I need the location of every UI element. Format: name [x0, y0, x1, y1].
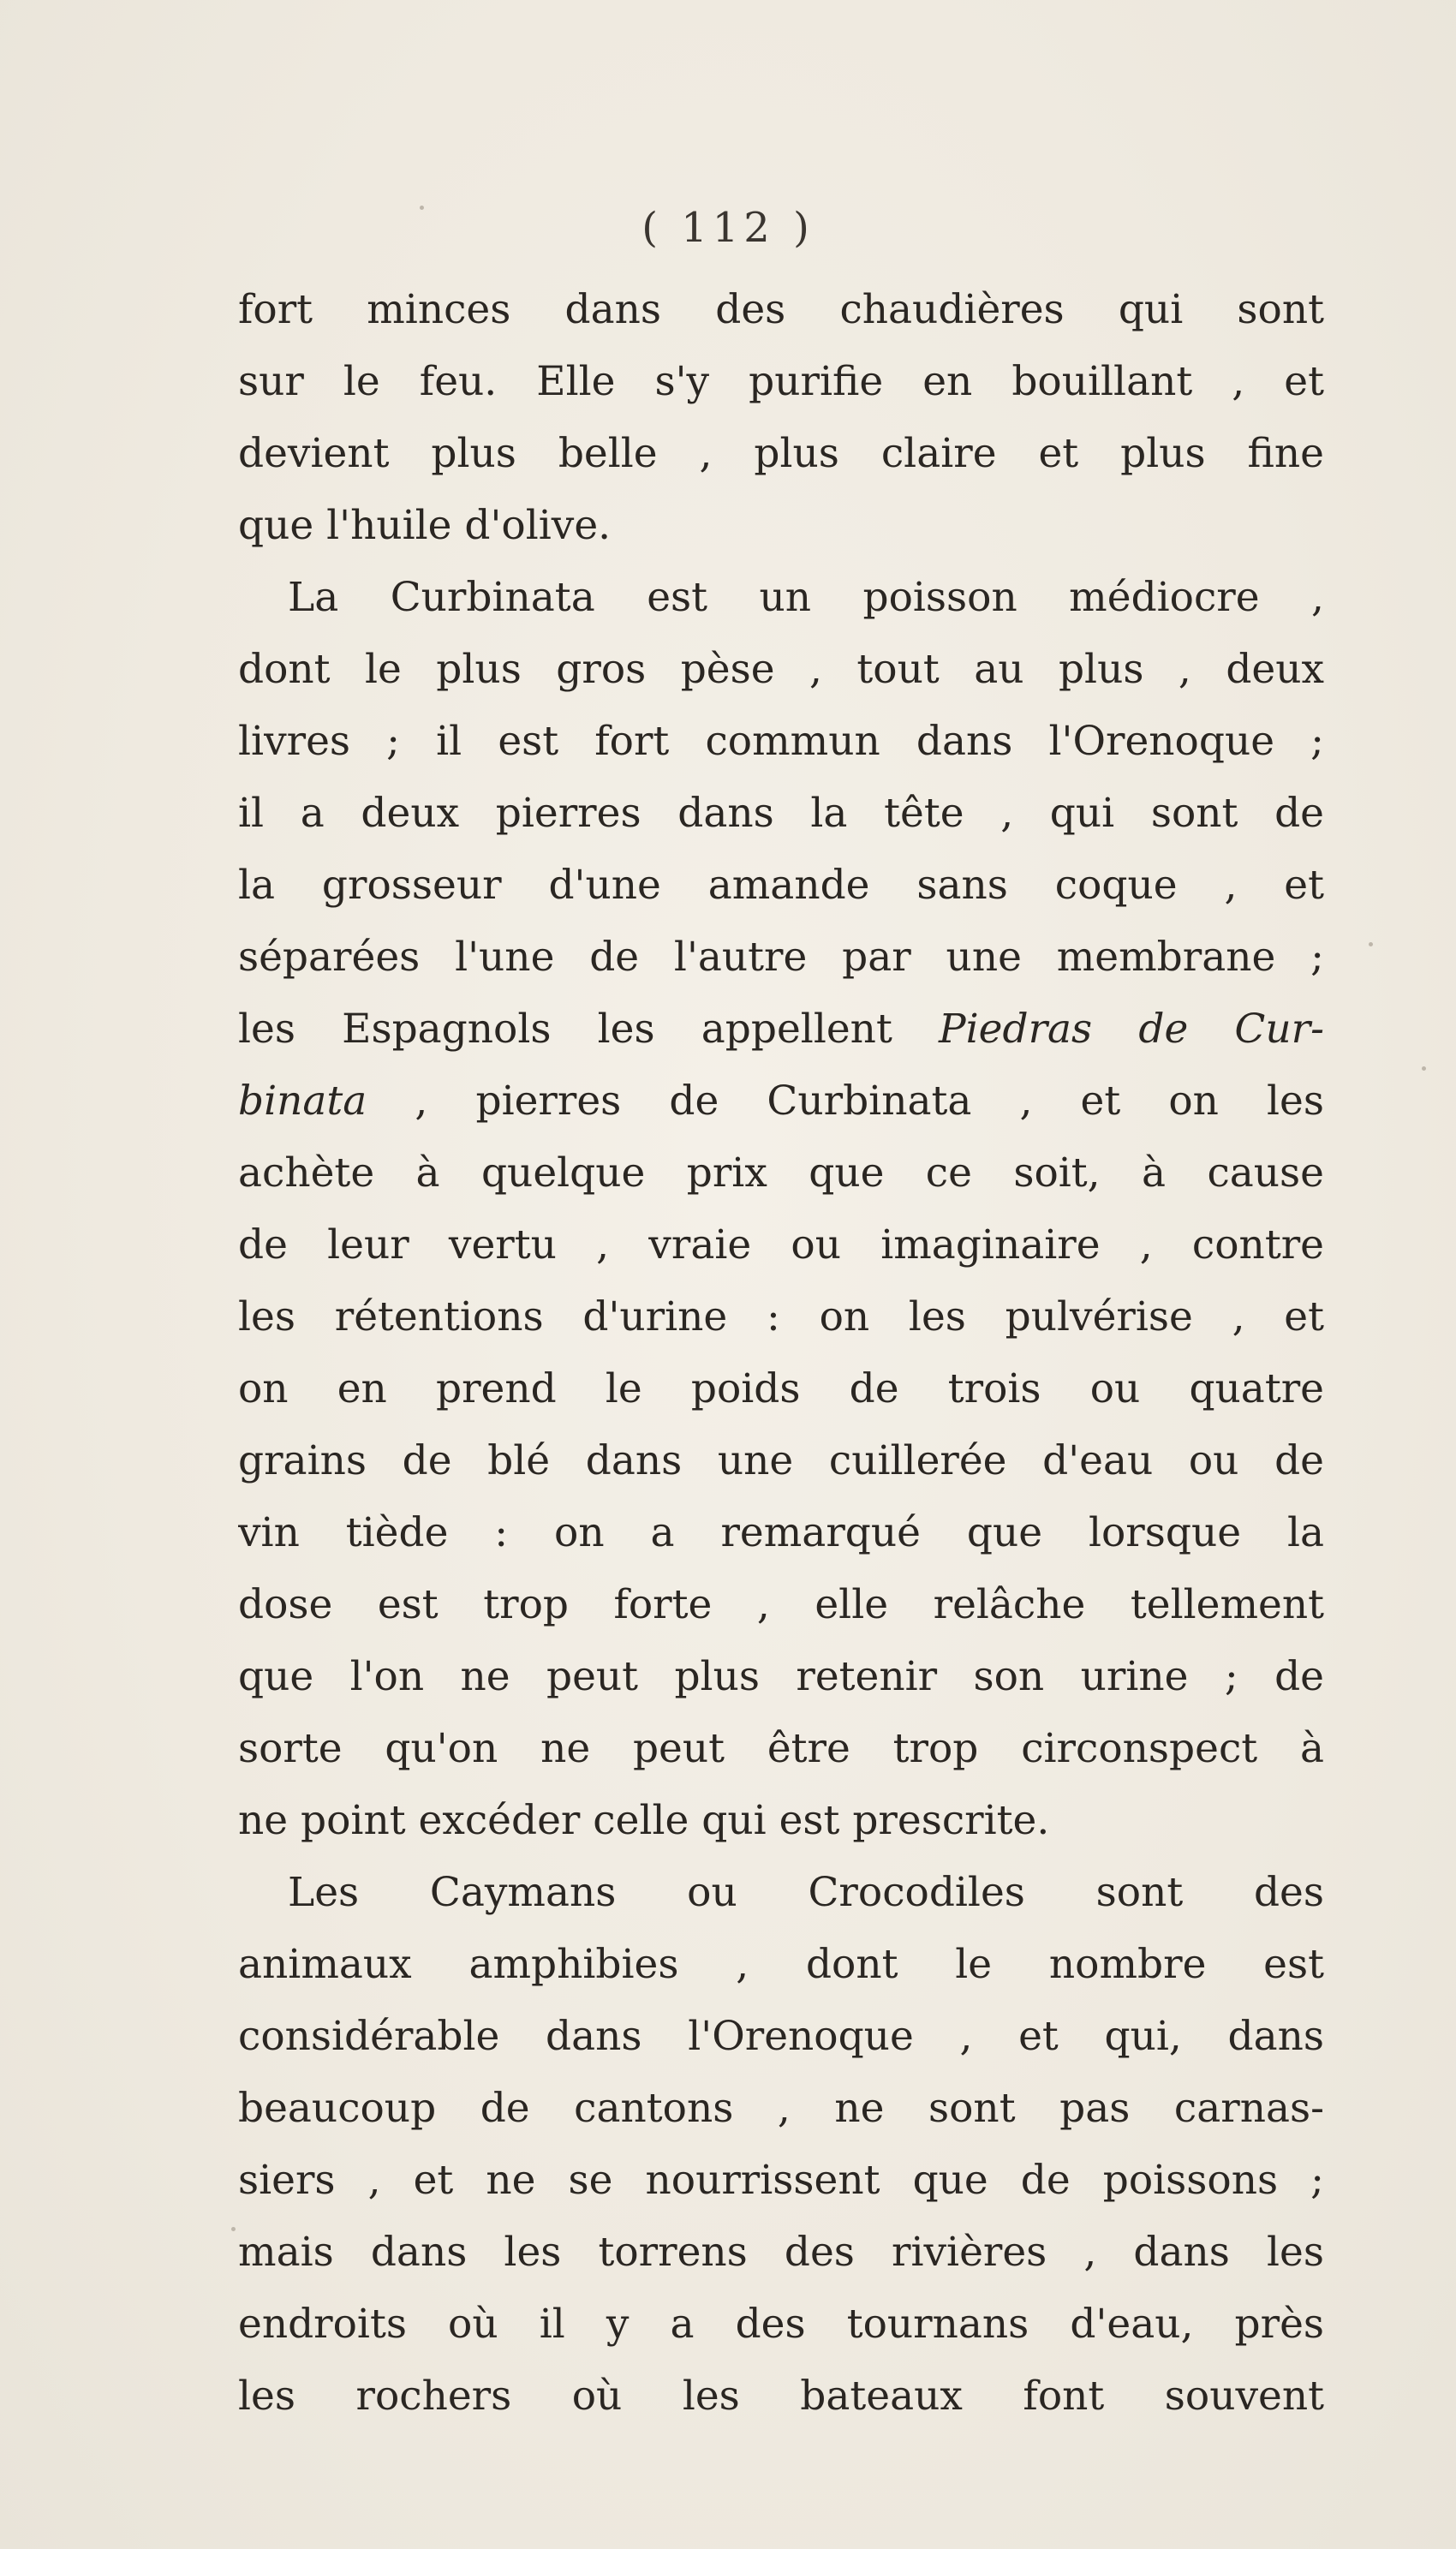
text-line: les rochers où les bateaux font souvent	[238, 2373, 1324, 2420]
text-line: endroits où il y a des tournans d'eau, près	[238, 2301, 1324, 2348]
paper-speck	[1422, 1066, 1426, 1071]
text-line: mais dans les torrens des rivières , dans les	[238, 2229, 1324, 2276]
text-line: dose est trop forte , elle relâche tellement	[238, 1581, 1324, 1628]
text-line: dont le plus gros pèse , tout au plus , deux	[238, 646, 1324, 693]
text-line: sorte qu'on ne peut être trop circonspect à	[238, 1725, 1324, 1772]
body-text	[238, 274, 1324, 2433]
text-line: séparées l'une de l'autre par une membrane ;	[238, 934, 1324, 981]
text-line: binata , pierres de Curbinata , et on les	[238, 1078, 1324, 1125]
text-line: que l'huile d'olive.	[238, 502, 612, 549]
text-line: les Espagnols les appellent Piedras de Cur-	[238, 1006, 1324, 1053]
text-line: ne point excéder celle qui est prescrite.	[238, 1797, 1050, 1844]
text-line: il a deux pierres dans la tête , qui sont de	[238, 790, 1324, 837]
text-line: vin tiède : on a remarqué que lorsque la	[238, 1509, 1324, 1556]
text-line: livres ; il est fort commun dans l'Orenoque ;	[238, 718, 1324, 765]
page-number: ( 112 )	[641, 204, 815, 252]
text-line: siers , et ne se nourrissent que de poissons ;	[238, 2157, 1324, 2204]
text-line: grains de blé dans une cuillerée d'eau ou de	[238, 1437, 1324, 1484]
text-line: considérable dans l'Orenoque , et qui, dans	[238, 2013, 1324, 2060]
text-line: animaux amphibies , dont le nombre est	[238, 1941, 1324, 1988]
text-line: que l'on ne peut plus retenir son urine ; de	[238, 1653, 1324, 1700]
paper-speck	[1369, 942, 1373, 946]
text-line: devient plus belle , plus claire et plus fine	[238, 430, 1324, 477]
paper-speck	[231, 2227, 236, 2231]
text-line: fort minces dans des chaudières qui sont	[238, 286, 1324, 333]
text-line: Les Caymans ou Crocodiles sont des	[288, 1869, 1324, 1916]
text-line: beaucoup de cantons , ne sont pas carnas-	[238, 2085, 1324, 2132]
text-line: la grosseur d'une amande sans coque , et	[238, 862, 1324, 909]
text-line: sur le feu. Elle s'y purifie en bouillant , et	[238, 358, 1324, 405]
text-line: La Curbinata est un poisson médiocre ,	[288, 574, 1324, 621]
text-line: les rétentions d'urine : on les pulvérise , et	[238, 1293, 1324, 1340]
text-line: achète à quelque prix que ce soit, à cause	[238, 1149, 1324, 1197]
text-line: de leur vertu , vraie ou imaginaire , contre	[238, 1221, 1324, 1269]
text-line: on en prend le poids de trois ou quatre	[238, 1365, 1324, 1412]
